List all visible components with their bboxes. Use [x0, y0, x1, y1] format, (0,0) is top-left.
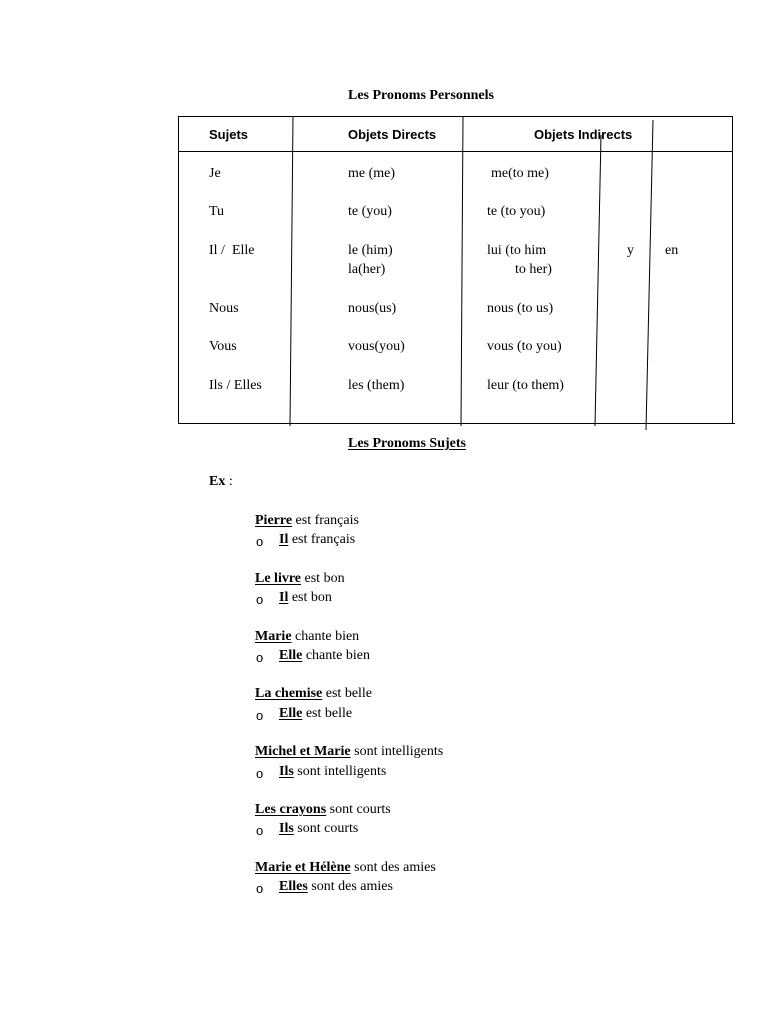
- ex-colon: :: [225, 474, 233, 489]
- example-pronoun: Elles: [279, 879, 308, 894]
- cell-direct: nous(us): [348, 301, 397, 316]
- example-rest: est bon: [301, 571, 345, 586]
- cell-direct: me (me): [348, 166, 396, 181]
- example-pronoun: Elle: [279, 648, 303, 663]
- divider-col-3: [595, 135, 601, 426]
- example-subject: Michel et Marie: [255, 744, 351, 759]
- example-pronoun: Il: [279, 532, 289, 547]
- example-pronoun: Ils: [279, 764, 294, 779]
- example-rest: sont courts: [326, 802, 391, 817]
- example-sentence: [255, 687, 372, 701]
- cell-direct-line2: la(her): [348, 262, 386, 277]
- cell-y: y: [627, 243, 634, 258]
- bullet-icon: o: [256, 534, 264, 549]
- cell-sujet: Ils / Elles: [209, 378, 262, 393]
- example-sentence: [255, 514, 359, 528]
- example-sentence: [255, 572, 345, 586]
- cell-indirect: me(to me): [491, 166, 549, 181]
- example-pronoun: Il: [279, 590, 289, 605]
- example-pronoun-rest: chante bien: [302, 648, 370, 663]
- example-subject: La chemise: [255, 686, 323, 701]
- cell-indirect: nous (to us): [487, 301, 554, 316]
- bullet-icon: o: [256, 881, 264, 896]
- divider-col-4: [646, 120, 653, 430]
- example-replacement: [279, 649, 370, 663]
- example-rest: chante bien: [291, 629, 360, 644]
- bullet-icon: o: [256, 708, 264, 723]
- section-title: Les Pronoms Sujets: [348, 436, 466, 451]
- cell-direct: vous(you): [348, 339, 405, 354]
- bullet-icon: o: [256, 650, 264, 665]
- example-sentence: [255, 630, 359, 644]
- example-replacement: [279, 533, 355, 547]
- cell-indirect: vous (to you): [487, 339, 562, 354]
- page-title: Les Pronoms Personnels: [348, 88, 494, 103]
- example-subject: Marie: [255, 629, 292, 644]
- cell-indirect: te (to you): [487, 204, 546, 219]
- ex-label: Ex: [209, 474, 226, 489]
- example-label: [209, 475, 233, 489]
- divider-col-2: [461, 116, 463, 426]
- cell-sujet: Je: [209, 166, 221, 181]
- example-subject: Les crayons: [255, 802, 327, 817]
- divider-col-1: [290, 116, 293, 426]
- cell-indirect: lui (to him: [487, 243, 547, 258]
- example-subject: Marie et Hélène: [255, 860, 351, 875]
- example-pronoun-rest: sont intelligents: [293, 764, 387, 779]
- example-pronoun-rest: est belle: [302, 706, 353, 721]
- header-objets-directs: Objets Directs: [348, 127, 437, 142]
- bullet-icon: o: [256, 766, 264, 781]
- bullet-icon: o: [256, 823, 264, 838]
- example-sentence: [255, 861, 436, 875]
- example-replacement: [279, 707, 352, 721]
- cell-en: en: [665, 243, 679, 258]
- example-subject: Le livre: [255, 571, 302, 586]
- bullet-icon: o: [256, 592, 264, 607]
- example-pronoun: Ils: [279, 821, 294, 836]
- example-pronoun-rest: est bon: [288, 590, 332, 605]
- cell-sujet: Vous: [209, 339, 237, 354]
- example-replacement: [279, 822, 358, 836]
- example-replacement: [279, 591, 332, 605]
- example-rest: est français: [292, 513, 359, 528]
- example-rest: sont des amies: [350, 860, 436, 875]
- example-sentence: [255, 745, 443, 759]
- header-sujets: Sujets: [209, 127, 249, 142]
- example-subject: Pierre: [255, 513, 293, 528]
- example-replacement: [279, 880, 393, 894]
- cell-direct: le (him): [348, 243, 393, 258]
- cell-direct: les (them): [348, 378, 405, 393]
- example-pronoun-rest: est français: [288, 532, 356, 547]
- cell-sujet: Il / Elle: [209, 243, 255, 258]
- header-objets-indirects: Objets Indirects: [534, 127, 633, 142]
- cell-sujet: Tu: [209, 204, 225, 219]
- example-rest: sont intelligents: [350, 744, 444, 759]
- example-pronoun-rest: sont courts: [293, 821, 359, 836]
- example-pronoun-rest: sont des amies: [307, 879, 393, 894]
- example-replacement: [279, 765, 386, 779]
- cell-sujet: Nous: [209, 301, 239, 316]
- cell-direct: te (you): [348, 204, 392, 219]
- example-sentence: [255, 803, 391, 817]
- table-column-dividers: [0, 0, 768, 440]
- cell-indirect: leur (to them): [487, 378, 564, 393]
- example-pronoun: Elle: [279, 706, 303, 721]
- example-rest: est belle: [322, 686, 373, 701]
- cell-indirect-line2: to her): [515, 262, 552, 277]
